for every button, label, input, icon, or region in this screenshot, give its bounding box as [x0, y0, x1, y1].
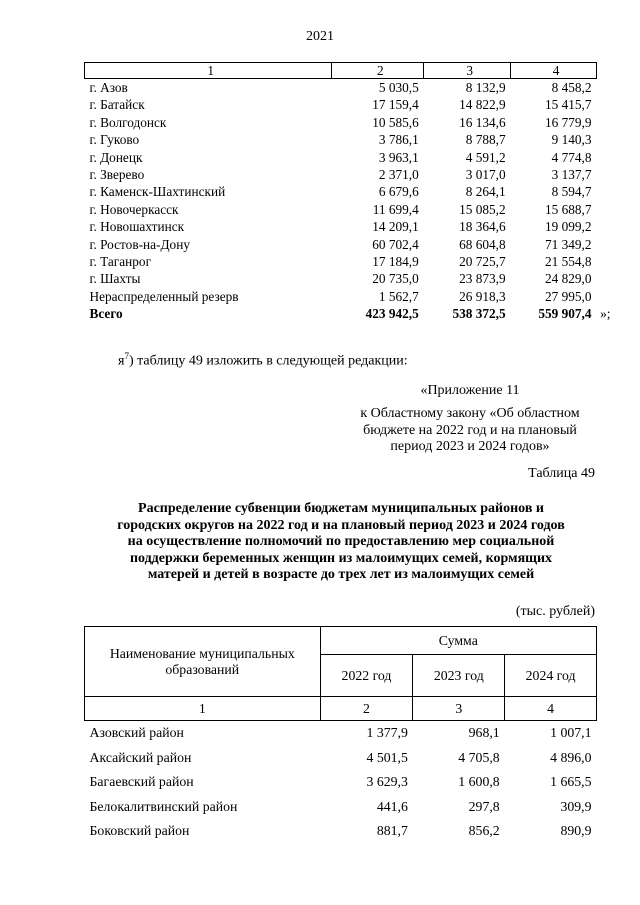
- row-value-2022: 881,7: [376, 823, 408, 838]
- col-number: 4: [505, 697, 597, 721]
- row-value-2024: 15 688,7: [544, 201, 592, 217]
- row-value-2023: 26 918,3: [459, 288, 506, 304]
- table-row: [85, 201, 597, 218]
- table-row: [85, 96, 597, 113]
- row-name: г. Каменск-Шахтинский: [89, 184, 226, 200]
- row-name: г. Ростов-на-Дону: [89, 236, 190, 252]
- table-row: [85, 770, 597, 795]
- row-value-2024: 15 415,7: [544, 97, 592, 113]
- row-value-2024: 8 594,7: [551, 184, 592, 200]
- row-value-2023: 3 017,0: [465, 167, 506, 183]
- header-cell: 1: [85, 63, 332, 79]
- table-row: [85, 236, 597, 253]
- row-value-2023: 1 600,8: [458, 774, 500, 789]
- row-value-2023: 4 705,8: [458, 749, 500, 765]
- row-value-2023: 23 873,9: [459, 271, 506, 287]
- table-title: Распределение субвенции бюджетам муниципальных районов и городских округов на 2022 год и на плановый период 2023 и 2024 годов на осуществление полномочий по предоставлению мер социальной поддержки беременных женщин из малоимущих семей, кормящих матерей и детей в возрасте до трех лет из малоимущих семей: [117, 501, 565, 582]
- row-value-2024: 71 349,2: [544, 236, 592, 252]
- row-value-2022: 20 735,0: [372, 271, 419, 287]
- row-value-2023: 8 132,9: [465, 80, 506, 95]
- row-name: Белокалитвинский район: [89, 798, 238, 814]
- row-value-2023: 968,1: [468, 725, 500, 740]
- row-value-2024: 16 779,9: [544, 114, 592, 130]
- row-value-2022: 3 786,1: [378, 132, 419, 148]
- col-number: 3: [413, 697, 505, 721]
- units-label: (тыс. рублей): [515, 604, 595, 619]
- row-name: г. Батайск: [89, 97, 145, 113]
- row-value-2022: 1 377,9: [366, 725, 408, 740]
- row-value-2023: 68 604,8: [459, 236, 506, 252]
- table-row: [85, 746, 597, 771]
- table-row: [85, 79, 597, 97]
- row-value-2022: 1 562,7: [378, 288, 419, 304]
- row-value-2023: 8 264,1: [465, 184, 506, 200]
- table-row: [85, 114, 597, 131]
- row-value-2022: 4 501,5: [366, 749, 408, 765]
- row-name: г. Таганрог: [89, 254, 152, 270]
- table-row: [85, 218, 597, 235]
- row-value-2022: 60 702,4: [372, 236, 419, 252]
- row-value-2024: 19 099,2: [544, 219, 592, 235]
- row-value-2023: 8 788,7: [465, 132, 506, 148]
- row-value-2022: 3 629,3: [366, 774, 408, 789]
- row-value-2022: 17 159,4: [372, 97, 419, 113]
- row-name: Багаевский район: [89, 774, 194, 789]
- row-name: Нераспределенный резерв: [89, 288, 239, 304]
- row-value-2022: 3 963,1: [378, 149, 419, 165]
- table-total-row: [85, 305, 597, 322]
- row-value-2022: 2 371,0: [378, 167, 419, 183]
- table-row: [85, 819, 597, 844]
- page-number: 2021: [306, 29, 334, 44]
- row-name: г. Новочеркасск: [89, 201, 179, 217]
- row-name: г. Шахты: [89, 271, 141, 287]
- row-value-2022: 5 030,5: [378, 80, 419, 95]
- table-subvention: [84, 626, 597, 844]
- row-value-2024: 3 137,7: [551, 167, 592, 183]
- appendix-line: бюджете на 2022 год и на плановый: [363, 422, 577, 438]
- row-value-2024: 27 995,0: [544, 288, 592, 304]
- table-row: [85, 270, 597, 287]
- total-2024: 559 907,4: [538, 306, 592, 322]
- closing-quote-suffix: »;: [600, 306, 611, 322]
- row-value-2022: 10 585,6: [372, 114, 419, 130]
- table-row: [85, 721, 597, 746]
- appendix-line: период 2023 и 2024 годов»: [390, 439, 550, 454]
- row-value-2023: 4 591,2: [465, 149, 506, 165]
- row-value-2023: 15 085,2: [459, 201, 506, 217]
- row-value-2022: 11 699,4: [372, 201, 419, 217]
- row-value-2024: 890,9: [560, 823, 592, 838]
- row-value-2024: 1 665,5: [550, 774, 592, 789]
- total-2023: 538 372,5: [452, 306, 506, 322]
- row-value-2024: 24 829,0: [544, 271, 592, 287]
- col-number: 1: [85, 697, 321, 721]
- appendix-title: «Приложение 11: [420, 383, 520, 398]
- col-number: 2: [320, 697, 413, 721]
- table-row: [85, 288, 597, 305]
- row-value-2023: 856,2: [468, 823, 500, 838]
- row-value-2024: 309,9: [560, 798, 592, 814]
- row-name: Аксайский район: [89, 749, 192, 765]
- row-name: г. Новошахтинск: [89, 219, 185, 235]
- row-name: г. Азов: [89, 80, 128, 95]
- row-name: Боковский район: [89, 823, 190, 838]
- table-row: [85, 131, 597, 148]
- col-header-sum: Сумма: [320, 627, 596, 655]
- col-header-2024: 2024 год: [505, 655, 597, 697]
- table-row: [85, 183, 597, 200]
- row-name: Азовский район: [89, 725, 184, 740]
- row-value-2023: 14 822,9: [459, 97, 506, 113]
- row-name: г. Зверево: [89, 167, 145, 183]
- amendment-text: $я^7$) таблицу 49 изложить в следующей редакции:: [118, 351, 408, 369]
- row-name: г. Гуково: [89, 132, 140, 148]
- row-value-2022: 14 209,1: [372, 219, 419, 235]
- col-header-name: Наименование муниципальных образований: [85, 627, 321, 697]
- table-municipal-cities: [84, 62, 611, 323]
- row-value-2023: 297,8: [468, 798, 500, 814]
- row-value-2024: 4 774,8: [551, 149, 592, 165]
- header-cell: 2: [332, 63, 424, 79]
- row-value-2023: 18 364,6: [459, 219, 506, 235]
- table-row: [85, 795, 597, 820]
- row-value-2022: 6 679,6: [378, 184, 419, 200]
- row-value-2023: 16 134,6: [459, 114, 506, 130]
- table-row: [85, 149, 597, 166]
- row-value-2024: 4 896,0: [550, 749, 592, 765]
- row-value-2023: 20 725,7: [459, 254, 506, 270]
- col-header-2023: 2023 год: [413, 655, 505, 697]
- header-cell: 3: [424, 63, 511, 79]
- total-label: Всего: [89, 306, 123, 322]
- col-header-2022: 2022 год: [320, 655, 413, 697]
- row-name: г. Волгодонск: [89, 114, 167, 130]
- row-value-2024: 1 007,1: [550, 725, 592, 740]
- row-value-2022: 17 184,9: [372, 254, 419, 270]
- row-value-2022: 441,6: [376, 798, 408, 814]
- table-number: Таблица 49: [528, 466, 595, 481]
- table-row: [85, 166, 597, 183]
- total-2022: 423 942,5: [365, 306, 419, 322]
- appendix-line: к Областному закону «Об областном: [360, 406, 580, 421]
- table-row: [85, 253, 597, 270]
- row-value-2024: 21 554,8: [544, 254, 592, 270]
- table-header-row: [85, 63, 597, 79]
- row-name: г. Донецк: [89, 149, 143, 165]
- header-cell: 4: [511, 63, 597, 79]
- row-value-2024: 9 140,3: [551, 132, 592, 148]
- row-value-2024: 8 458,2: [551, 80, 592, 95]
